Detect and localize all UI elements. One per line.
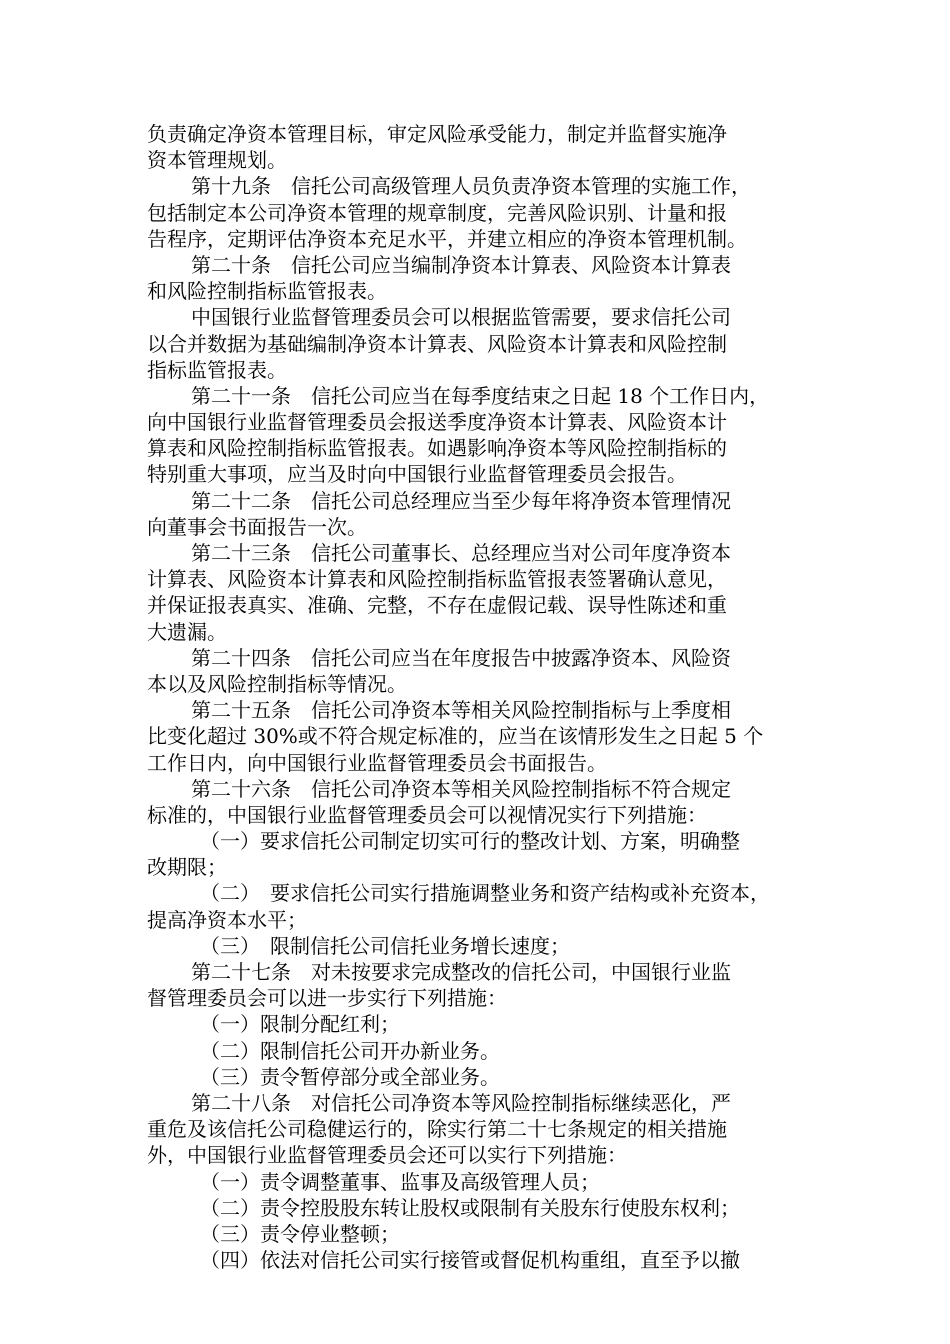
text-line: 第二十一条 信托公司应当在每季度结束之日起 18 个工作日内， [191, 383, 770, 408]
text-line: 第二十三条 信托公司董事长、总经理应当对公司年度净资本 [191, 541, 731, 565]
text-line: 比变化超过 30%或不符合规定标准的，应当在该情形发生之日起 5 个 [147, 724, 764, 749]
text-line: 第十九条 信托公司高级管理人员负责净资本管理的实施工作， [191, 174, 751, 199]
text-line: 向董事会书面报告一次。 [147, 514, 367, 539]
text-line: 告程序，定期评估净资本充足水平，并建立相应的净资本管理机制。 [147, 226, 747, 251]
text-line: （二）限制信托公司开办新业务。 [200, 1038, 500, 1063]
text-line: （二） 要求信托公司实行措施调整业务和资产结构或补充资本， [200, 881, 770, 906]
text-line: 指标监管报表。 [147, 357, 287, 382]
text-line: 提高净资本水平； [147, 907, 307, 932]
text-line: （三）责令停业整顿； [200, 1221, 400, 1246]
text-line: （一）限制分配红利； [200, 1012, 400, 1037]
text-line: 大遗漏。 [147, 619, 227, 644]
text-line: （一）责令调整董事、监事及高级管理人员； [200, 1169, 600, 1194]
text-line: 包括制定本公司净资本管理的规章制度，完善风险识别、计量和报 [147, 200, 727, 225]
text-line: 负责确定净资本管理目标，审定风险承受能力，制定并监督实施净 [147, 122, 727, 146]
text-line: 工作日内，向中国银行业监督管理委员会书面报告。 [147, 750, 607, 775]
text-line: 以合并数据为基础编制净资本计算表、风险资本计算表和风险控制 [147, 331, 727, 356]
text-line: （四）依法对信托公司实行接管或督促机构重组，直至予以撤 [200, 1248, 740, 1273]
document-page [147, 121, 807, 1273]
text-line: 向中国银行业监督管理委员会报送季度净资本计算表、风险资本计 [147, 410, 727, 435]
text-line: 并保证报表真实、准确、完整，不存在虚假记载、误导性陈述和重 [147, 593, 727, 618]
text-line: 第二十四条 信托公司应当在年度报告中披露净资本、风险资 [191, 645, 731, 670]
text-line: 第二十五条 信托公司净资本等相关风险控制指标与上季度相 [191, 698, 731, 723]
text-line: 计算表、风险资本计算表和风险控制指标监管报表签署确认意见， [147, 567, 727, 592]
text-line: 第二十二条 信托公司总经理应当至少每年将净资本管理情况 [191, 488, 731, 513]
text-line: 第二十六条 信托公司净资本等相关风险控制指标不符合规定 [191, 776, 731, 801]
text-line: （二）责令控股股东转让股权或限制有关股东行使股东权利； [200, 1195, 740, 1220]
text-line: 算表和风险控制指标监管报表。如遇影响净资本等风险控制指标的 [147, 436, 727, 461]
text-line: （一）要求信托公司制定切实可行的整改计划、方案，明确整 [200, 829, 740, 854]
text-line: 资本管理规划。 [147, 148, 287, 173]
text-line: 第二十条 信托公司应当编制净资本计算表、风险资本计算表 [191, 252, 731, 277]
text-line: 中国银行业监督管理委员会可以根据监管需要，要求信托公司 [191, 305, 731, 330]
text-line: 本以及风险控制指标等情况。 [147, 671, 407, 696]
text-line: 改期限； [147, 855, 227, 880]
text-line: 和风险控制指标监管报表。 [147, 279, 387, 304]
text-line: 第二十八条 对信托公司净资本等风险控制指标继续恶化，严 [191, 1090, 731, 1115]
text-line: （三） 限制信托公司信托业务增长速度； [200, 933, 570, 958]
text-line: （三）责令暂停部分或全部业务。 [200, 1064, 500, 1089]
text-line: 外，中国银行业监督管理委员会还可以实行下列措施： [147, 1143, 627, 1168]
text-line: 督管理委员会可以进一步实行下列措施： [147, 986, 507, 1011]
text-line: 特别重大事项，应当及时向中国银行业监督管理委员会报告。 [147, 462, 687, 487]
text-line: 第二十七条 对未按要求完成整改的信托公司，中国银行业监 [191, 960, 731, 984]
text-line: 标准的，中国银行业监督管理委员会可以视情况实行下列措施： [147, 802, 707, 827]
text-line: 重危及该信托公司稳健运行的，除实行第二十七条规定的相关措施 [147, 1117, 727, 1142]
